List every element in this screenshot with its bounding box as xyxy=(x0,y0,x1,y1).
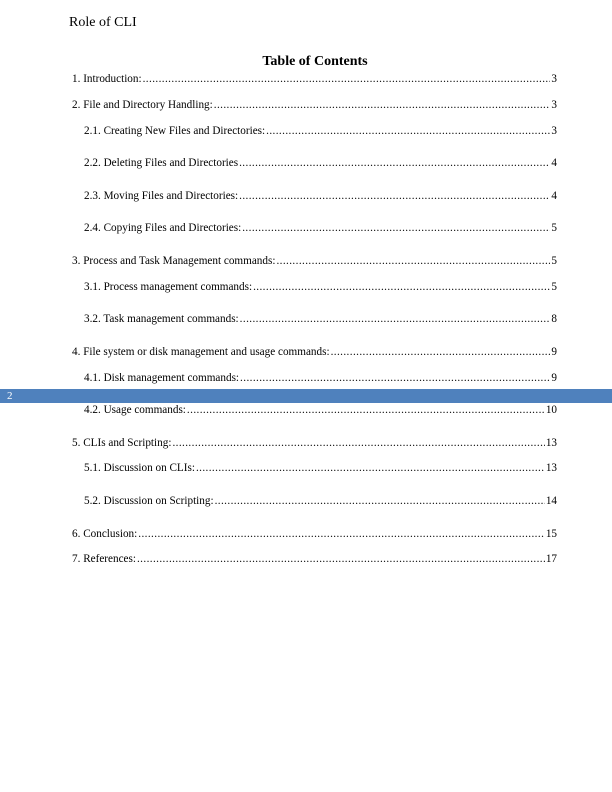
toc-entry-page: 15 xyxy=(545,528,557,540)
toc-entry-page: 3 xyxy=(551,99,557,111)
toc-entry-discussion-scripting[interactable] xyxy=(84,495,557,508)
toc-entry-references[interactable] xyxy=(72,553,557,566)
leader-dots xyxy=(215,495,545,508)
leader-dots xyxy=(253,281,550,294)
toc-entry-label: 7. References: xyxy=(72,553,136,565)
toc-entry-process-management[interactable] xyxy=(84,281,557,294)
toc-entry-copying-files[interactable] xyxy=(84,222,557,235)
toc-title: Table of Contents xyxy=(262,54,368,69)
page-number-bar xyxy=(0,389,612,403)
toc-entry-task-management[interactable] xyxy=(84,313,557,326)
toc-entry-page: 3 xyxy=(551,125,557,137)
toc-entry-page: 17 xyxy=(545,553,557,565)
toc-entry-page: 9 xyxy=(551,346,557,358)
leader-dots xyxy=(266,125,550,138)
toc-entry-label: 2. File and Directory Handling: xyxy=(72,99,213,111)
toc-entry-clis-scripting[interactable] xyxy=(72,437,557,450)
toc-entry-page: 5 xyxy=(551,255,557,267)
leader-dots xyxy=(242,222,550,235)
toc-entry-usage-commands[interactable] xyxy=(84,404,557,417)
toc-entry-label: 4. File system or disk management and usage commands: xyxy=(72,346,330,358)
toc-entry-label: 2.4. Copying Files and Directories: xyxy=(84,222,242,234)
toc-entry-label: 4.2. Usage commands: xyxy=(84,404,186,416)
toc-entry-page: 13 xyxy=(545,437,557,449)
toc-entry-moving-files[interactable] xyxy=(84,190,557,203)
toc-entry-page: 4 xyxy=(551,157,557,169)
toc-entry-label: 5. CLIs and Scripting: xyxy=(72,437,172,449)
page-number: 2 xyxy=(7,390,13,402)
toc-entry-label: 6. Conclusion: xyxy=(72,528,138,540)
leader-dots xyxy=(187,404,545,417)
leader-dots xyxy=(137,553,545,566)
toc-entry-discussion-clis[interactable] xyxy=(84,462,557,475)
toc-entry-page: 4 xyxy=(551,190,557,202)
leader-dots xyxy=(196,462,545,475)
toc-entry-page: 8 xyxy=(551,313,557,325)
toc-entry-label: 2.1. Creating New Files and Directories: xyxy=(84,125,266,137)
toc-entry-label: 1. Introduction: xyxy=(72,73,142,85)
toc-entry-page: 9 xyxy=(551,372,557,384)
toc-entry-page: 5 xyxy=(551,281,557,293)
running-header: Role of CLI xyxy=(69,15,137,30)
toc-entry-page: 10 xyxy=(545,404,557,416)
toc-entry-introduction[interactable] xyxy=(72,73,557,86)
toc-entry-creating-files[interactable] xyxy=(84,125,557,138)
toc-entry-process-task-management[interactable] xyxy=(72,255,557,268)
toc-entry-file-directory-handling[interactable] xyxy=(72,99,557,112)
toc-entry-page: 13 xyxy=(545,462,557,474)
toc-entry-label: 3. Process and Task Management commands: xyxy=(72,255,276,267)
leader-dots xyxy=(239,157,550,170)
leader-dots xyxy=(143,73,551,86)
toc-entry-disk-management[interactable] xyxy=(84,372,557,385)
toc-entry-label: 2.2. Deleting Files and Directories xyxy=(84,157,239,169)
toc-entry-label: 3.1. Process management commands: xyxy=(84,281,253,293)
leader-dots xyxy=(214,99,551,112)
toc-entry-label: 3.2. Task management commands: xyxy=(84,313,239,325)
toc-entry-file-system-disk[interactable] xyxy=(72,346,557,359)
leader-dots xyxy=(240,313,551,326)
toc-entry-label: 5.1. Discussion on CLIs: xyxy=(84,462,195,474)
toc-entry-label: 2.3. Moving Files and Directories: xyxy=(84,190,239,202)
toc-entry-page: 14 xyxy=(545,495,557,507)
toc-entry-page: 5 xyxy=(551,222,557,234)
leader-dots xyxy=(172,437,544,450)
leader-dots xyxy=(276,255,550,268)
leader-dots xyxy=(240,372,550,385)
toc-entry-label: 4.1. Disk management commands: xyxy=(84,372,240,384)
leader-dots xyxy=(239,190,550,203)
toc-entry-label: 5.2. Discussion on Scripting: xyxy=(84,495,214,507)
leader-dots xyxy=(331,346,551,359)
toc-entry-conclusion[interactable] xyxy=(72,528,557,541)
leader-dots xyxy=(138,528,545,541)
toc-entry-deleting-files[interactable] xyxy=(84,157,557,170)
toc-entry-page: 3 xyxy=(551,73,557,85)
